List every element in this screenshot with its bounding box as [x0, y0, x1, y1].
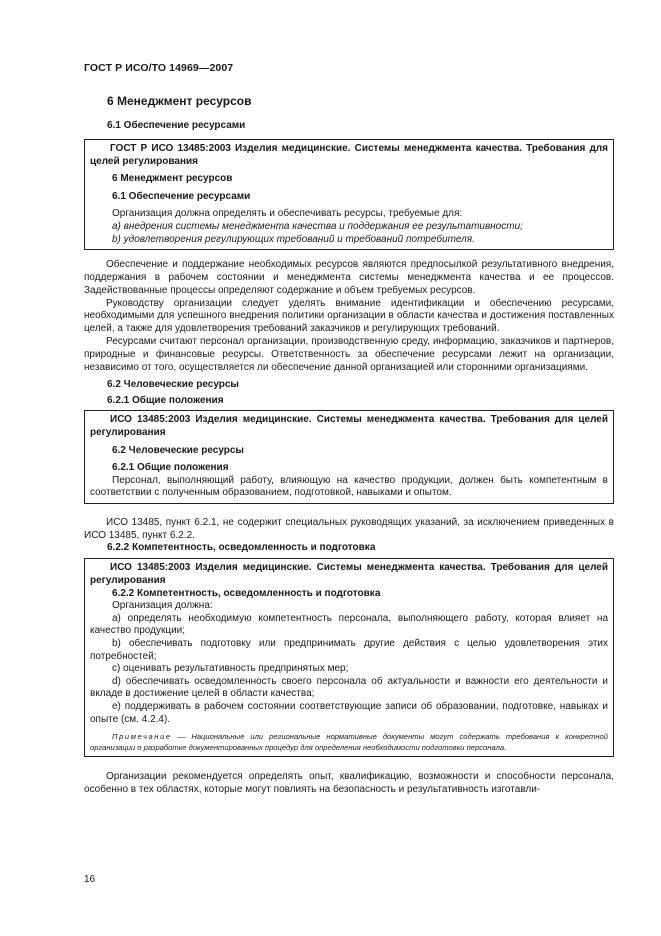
quoted-standard-box-2 — [84, 410, 614, 504]
list-item: a) определять необходимую компетентность персонала, выполняющего работу, которая влияет на качество продукции; — [90, 612, 608, 637]
section-6-title: 6 Менеджмент ресурсов — [107, 94, 252, 108]
section-6-1-title: 6.1 Обеспечение ресурсами — [107, 120, 246, 131]
standard-reference: ИСО 13485:2003 Изделия медицинские. Системы менеджмента качества. Требования для целей регулирования — [90, 562, 608, 587]
box-text: Организация должна определять и обеспечивать ресурсы, требуемые для: — [112, 208, 463, 220]
box-heading: 6 Менеджмент ресурсов — [112, 173, 233, 185]
box-subheading: 6.1 Обеспечение ресурсами — [112, 190, 251, 202]
body-paragraph: Ресурсами считают персонал организации, производственную среду, информацию, заказчиков и партнеров, природные и финансовые ресурсы. Ответственность за обеспечение ресурсами лежит на организации, независимо от того, осуществляется ли обеспечение данной организацией или сторонними организациями. — [84, 335, 614, 373]
list-item: b) обеспечивать подготовку или предпринимать другие действия с целью удовлетворения этих потребностей; — [90, 638, 608, 662]
body-paragraph: ИСО 13485, пункт 6.2.1, не содержит специальных руководящих указаний, за исключением приведенных в ИСО 13485, пункт 6.2.2. — [84, 516, 614, 541]
note-label: Примечание — [112, 732, 172, 742]
note — [90, 731, 608, 753]
quoted-standard-box-1 — [84, 139, 614, 250]
note-text: — Национальные или региональные нормативные документы могут содержать требования к конкретной организации о разработке документированных процедур для определения необходимости подготовки персонала. — [90, 732, 608, 753]
list-item: c) оценивать результативность предпринятых мер; — [112, 663, 349, 675]
section-6-2-1-title: 6.2.1 Общие положения — [107, 395, 224, 407]
section-6-2-2-title: 6.2.2 Компетентность, осведомленность и подготовка — [107, 542, 376, 554]
document-header: ГОСТ Р ИСО/ТО 14969—2007 — [84, 62, 234, 74]
body-paragraph: Организации рекомендуется определять опыт, квалификацию, возможности и способности персонала, особенно в тех областях, которые могут повлиять на безопасность и результативность изготавли- — [84, 771, 614, 795]
body-paragraph: Обеспечение и поддержание необходимых ресурсов являются предпосылкой результативного внедрения, поддержания в рабочем состоянии и менеджмента системы менеджмента качества и ее процессов. Задействованные процессы определяют содержание и объем требуемых ресурсов. — [84, 259, 614, 296]
standard-reference: ГОСТ Р ИСО 13485:2003 Изделия медицинские. Системы менеджмента качества. Требования для целей регулирования — [90, 143, 608, 167]
list-item: d) обеспечивать осведомленность своего персонала об актуальности и важности его деятельности и вкладе в достижение целей в области качества; — [90, 675, 608, 700]
page-content — [84, 62, 614, 797]
list-item: e) поддерживать в рабочем состоянии соответствующие записи об образовании, подготовке, навыках и опыте (см. 4.2.4). — [90, 701, 608, 725]
box-text: Организация должна: — [112, 600, 213, 612]
quoted-standard-box-3 — [84, 558, 614, 757]
body-paragraph: Руководству организации следует уделять внимание идентификации и обеспечению ресурсами, необходимыми для успешного внедрения политики организации в области качества и достижения поставленных целей, а также для удовлетворения требований заказчиков и регулирующих требований. — [84, 297, 614, 335]
box-subheading: 6.2.1 Общие положения — [112, 462, 229, 474]
section-6-2-title: 6.2 Человеческие ресурсы — [107, 379, 239, 391]
list-item: a) внедрения системы менеджмента качества и поддержания ее результативности; — [112, 220, 523, 232]
page-number: 16 — [84, 874, 96, 885]
box-text: Персонал, выполняющий работу, влияющую на качество продукции, должен быть компетентным в соответствии с полученным образованием, подготовкой, навыками и опытом. — [90, 474, 608, 499]
list-item: b) удовлетворения регулирующих требований и требований потребителя. — [112, 233, 475, 245]
standard-reference: ИСО 13485:2003 Изделия медицинские. Системы менеджмента качества. Требования для целей регулирования — [90, 414, 608, 438]
box-subheading: 6.2.2 Компетентность, осведомленность и подготовка — [112, 587, 381, 599]
box-subheading: 6.2 Человеческие ресурсы — [112, 444, 244, 456]
